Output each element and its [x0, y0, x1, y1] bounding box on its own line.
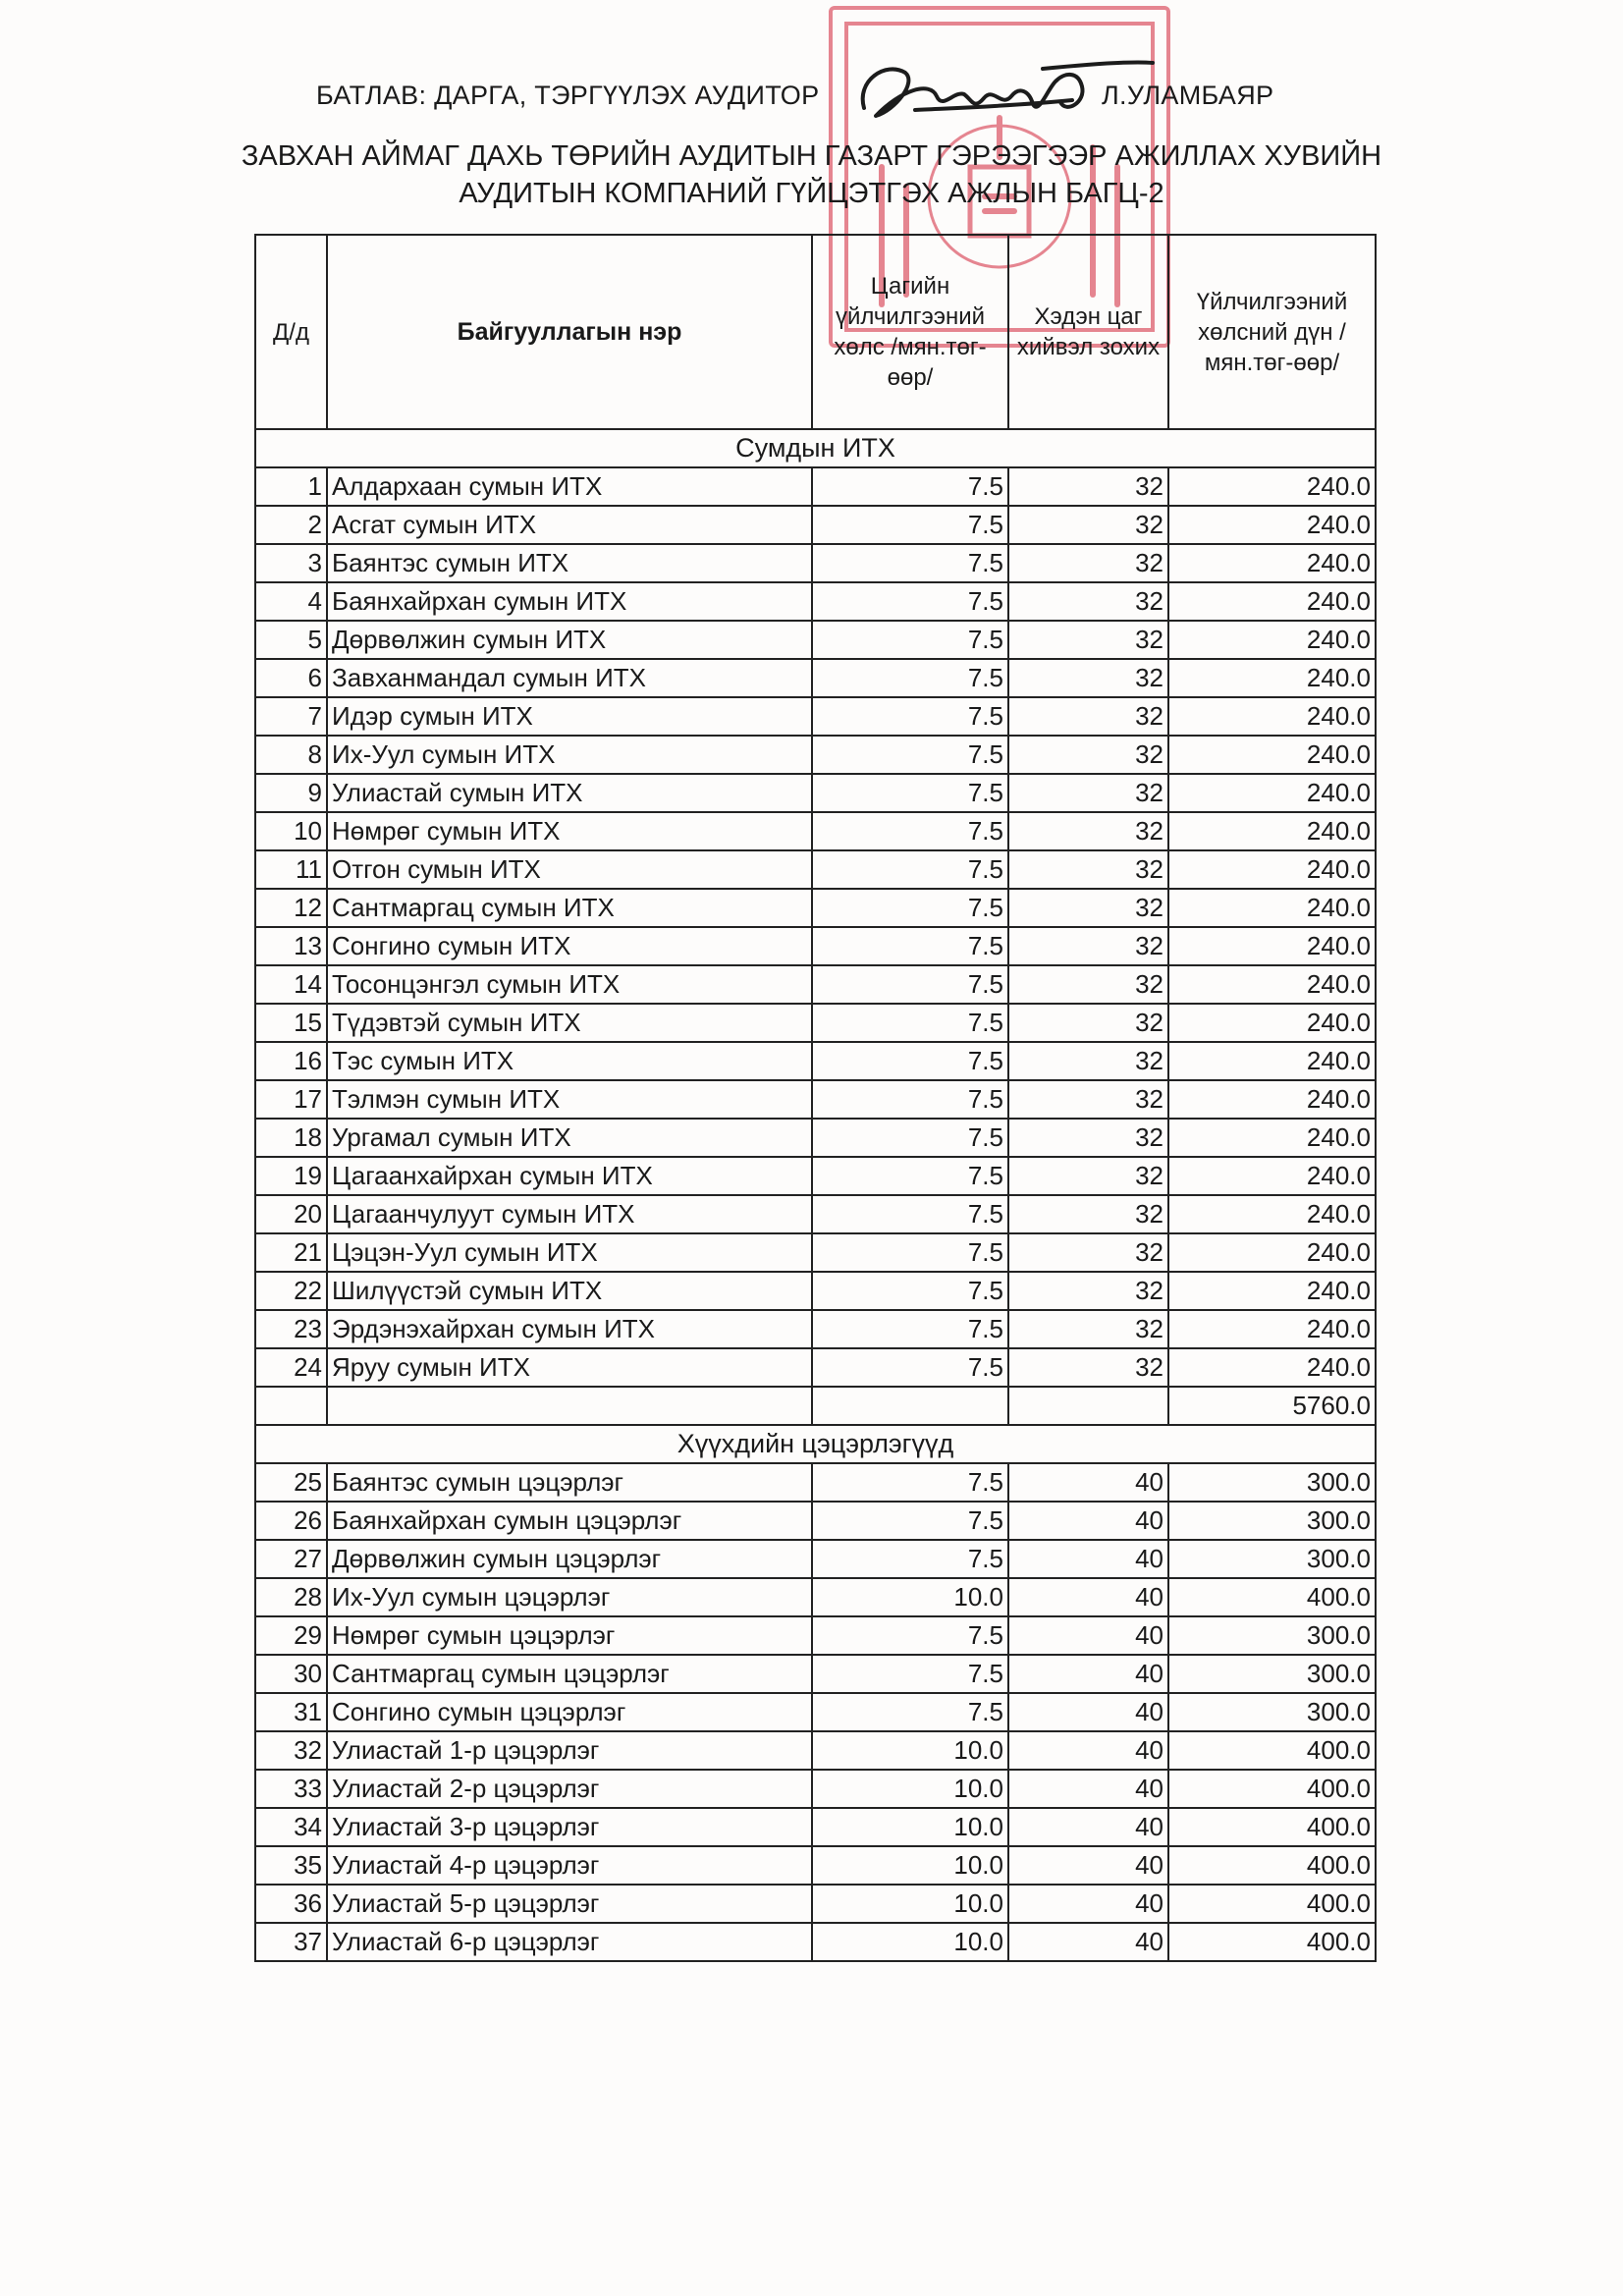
fee-amount: 240.0	[1168, 1080, 1376, 1119]
hours: 32	[1008, 1195, 1168, 1233]
row-number: 25	[255, 1463, 327, 1502]
row-number: 18	[255, 1119, 327, 1157]
row-number: 27	[255, 1540, 327, 1578]
hours: 40	[1008, 1655, 1168, 1693]
fee-amount: 240.0	[1168, 1195, 1376, 1233]
organization-name: Идэр сумын ИТХ	[327, 697, 812, 736]
fee-amount: 240.0	[1168, 697, 1376, 736]
hourly-rate: 7.5	[812, 1348, 1008, 1387]
fee-amount: 240.0	[1168, 544, 1376, 582]
organization-name: Улиастай 5-р цэцэрлэг	[327, 1885, 812, 1923]
hourly-rate: 7.5	[812, 1540, 1008, 1578]
table-row	[255, 697, 1376, 736]
hours: 40	[1008, 1923, 1168, 1961]
hourly-rate: 7.5	[812, 812, 1008, 850]
hourly-rate: 7.5	[812, 774, 1008, 812]
hours: 32	[1008, 850, 1168, 889]
hours: 40	[1008, 1770, 1168, 1808]
row-number: 26	[255, 1502, 327, 1540]
section-total-value: 5760.0	[1168, 1387, 1376, 1425]
table-row	[255, 889, 1376, 927]
table-row	[255, 467, 1376, 506]
fee-amount: 240.0	[1168, 1042, 1376, 1080]
hours: 32	[1008, 1272, 1168, 1310]
organization-name: Дөрвөлжин сумын цэцэрлэг	[327, 1540, 812, 1578]
table-row	[255, 736, 1376, 774]
row-number: 12	[255, 889, 327, 927]
hours: 32	[1008, 582, 1168, 621]
row-number: 22	[255, 1272, 327, 1310]
hourly-rate: 7.5	[812, 1233, 1008, 1272]
hourly-rate: 7.5	[812, 659, 1008, 697]
audit-package-table	[254, 234, 1377, 1962]
table-row	[255, 1080, 1376, 1119]
hourly-rate: 10.0	[812, 1846, 1008, 1885]
row-number: 35	[255, 1846, 327, 1885]
table-row	[255, 1119, 1376, 1157]
fee-amount: 240.0	[1168, 467, 1376, 506]
fee-amount: 240.0	[1168, 736, 1376, 774]
organization-name: Тэлмэн сумын ИТХ	[327, 1080, 812, 1119]
hours: 40	[1008, 1808, 1168, 1846]
hours: 32	[1008, 659, 1168, 697]
row-number: 31	[255, 1693, 327, 1731]
row-number: 15	[255, 1004, 327, 1042]
fee-amount: 400.0	[1168, 1885, 1376, 1923]
title-line-1: ЗАВХАН АЙМАГ ДАХЬ ТӨРИЙН АУДИТЫН ГАЗАРТ ГЭРЭЭГЭЭР АЖИЛЛАХ ХУВИЙН	[241, 140, 1382, 172]
hourly-rate: 10.0	[812, 1770, 1008, 1808]
hours: 32	[1008, 889, 1168, 927]
table-row	[255, 1808, 1376, 1846]
hourly-rate: 7.5	[812, 1080, 1008, 1119]
fee-amount: 300.0	[1168, 1540, 1376, 1578]
section-header-kindergartens	[255, 1425, 1376, 1463]
hourly-rate: 7.5	[812, 1463, 1008, 1502]
hourly-rate: 7.5	[812, 1655, 1008, 1693]
organization-name: Улиастай 4-р цэцэрлэг	[327, 1846, 812, 1885]
hourly-rate: 7.5	[812, 506, 1008, 544]
organization-name: Завханмандал сумын ИТХ	[327, 659, 812, 697]
hours: 32	[1008, 1080, 1168, 1119]
hours: 32	[1008, 467, 1168, 506]
fee-amount: 240.0	[1168, 659, 1376, 697]
approval-line	[316, 77, 1337, 116]
hourly-rate: 7.5	[812, 927, 1008, 965]
section-total-row	[255, 1387, 1376, 1425]
hours: 32	[1008, 736, 1168, 774]
hourly-rate: 7.5	[812, 621, 1008, 659]
row-number: 16	[255, 1042, 327, 1080]
fee-amount: 400.0	[1168, 1578, 1376, 1616]
organization-name: Алдархаан сумын ИТХ	[327, 467, 812, 506]
fee-amount: 240.0	[1168, 927, 1376, 965]
fee-amount: 240.0	[1168, 774, 1376, 812]
hours: 40	[1008, 1578, 1168, 1616]
row-number: 20	[255, 1195, 327, 1233]
row-number: 23	[255, 1310, 327, 1348]
hours: 40	[1008, 1846, 1168, 1885]
hours: 40	[1008, 1463, 1168, 1502]
table-row	[255, 621, 1376, 659]
handwritten-signature	[846, 51, 1161, 139]
organization-name: Сантмаргац сумын цэцэрлэг	[327, 1655, 812, 1693]
table-row	[255, 1233, 1376, 1272]
table-row	[255, 927, 1376, 965]
hours: 40	[1008, 1885, 1168, 1923]
hourly-rate: 10.0	[812, 1885, 1008, 1923]
row-number: 37	[255, 1923, 327, 1961]
header-organization-name: Байгууллагын нэр	[327, 235, 812, 429]
hourly-rate: 7.5	[812, 467, 1008, 506]
organization-name: Шилүүстэй сумын ИТХ	[327, 1272, 812, 1310]
hours: 32	[1008, 1310, 1168, 1348]
organization-name: Тэс сумын ИТХ	[327, 1042, 812, 1080]
table-row	[255, 1310, 1376, 1348]
table-row	[255, 1042, 1376, 1080]
hours: 32	[1008, 1119, 1168, 1157]
organization-name: Их-Уул сумын ИТХ	[327, 736, 812, 774]
hourly-rate: 10.0	[812, 1731, 1008, 1770]
hours: 32	[1008, 697, 1168, 736]
fee-amount: 240.0	[1168, 850, 1376, 889]
hours: 32	[1008, 812, 1168, 850]
hours: 32	[1008, 774, 1168, 812]
hourly-rate: 7.5	[812, 1042, 1008, 1080]
hourly-rate: 7.5	[812, 736, 1008, 774]
row-number: 30	[255, 1655, 327, 1693]
fee-amount: 400.0	[1168, 1923, 1376, 1961]
hourly-rate: 7.5	[812, 1195, 1008, 1233]
table-row	[255, 659, 1376, 697]
organization-name: Яруу сумын ИТХ	[327, 1348, 812, 1387]
table-row	[255, 1195, 1376, 1233]
row-number: 6	[255, 659, 327, 697]
fee-amount: 300.0	[1168, 1463, 1376, 1502]
row-number: 7	[255, 697, 327, 736]
table-row	[255, 965, 1376, 1004]
organization-name: Их-Уул сумын цэцэрлэг	[327, 1578, 812, 1616]
fee-amount: 400.0	[1168, 1808, 1376, 1846]
organization-name: Тосонцэнгэл сумын ИТХ	[327, 965, 812, 1004]
table-row	[255, 506, 1376, 544]
hours: 32	[1008, 1157, 1168, 1195]
fee-amount: 300.0	[1168, 1502, 1376, 1540]
row-number: 36	[255, 1885, 327, 1923]
document-title	[147, 137, 1476, 212]
organization-name: Цэцэн-Уул сумын ИТХ	[327, 1233, 812, 1272]
hourly-rate: 10.0	[812, 1578, 1008, 1616]
fee-amount: 240.0	[1168, 621, 1376, 659]
row-number: 8	[255, 736, 327, 774]
fee-amount: 240.0	[1168, 1004, 1376, 1042]
hourly-rate: 7.5	[812, 965, 1008, 1004]
hours: 40	[1008, 1616, 1168, 1655]
row-number: 21	[255, 1233, 327, 1272]
hourly-rate: 7.5	[812, 1004, 1008, 1042]
fee-amount: 300.0	[1168, 1655, 1376, 1693]
fee-amount: 240.0	[1168, 1310, 1376, 1348]
fee-amount: 240.0	[1168, 1348, 1376, 1387]
table-row	[255, 1846, 1376, 1885]
table-row	[255, 544, 1376, 582]
hours: 32	[1008, 1004, 1168, 1042]
section-header-itx	[255, 429, 1376, 467]
table-header-row	[255, 235, 1376, 429]
table-row	[255, 1616, 1376, 1655]
row-number: 3	[255, 544, 327, 582]
organization-name: Ургамал сумын ИТХ	[327, 1119, 812, 1157]
fee-amount: 240.0	[1168, 1157, 1376, 1195]
table-row	[255, 1348, 1376, 1387]
fee-amount: 240.0	[1168, 1119, 1376, 1157]
fee-amount: 400.0	[1168, 1770, 1376, 1808]
table-row	[255, 1578, 1376, 1616]
section-title: Хүүхдийн цэцэрлэгүүд	[255, 1425, 1376, 1463]
approval-title: БАТЛАВ: ДАРГА, ТЭРГҮҮЛЭХ АУДИТОР	[316, 81, 820, 110]
hourly-rate: 7.5	[812, 1502, 1008, 1540]
empty-cell	[812, 1387, 1008, 1425]
hours: 40	[1008, 1502, 1168, 1540]
hours: 40	[1008, 1540, 1168, 1578]
fee-amount: 400.0	[1168, 1846, 1376, 1885]
hours: 32	[1008, 506, 1168, 544]
header-fee-amount: Үйлчилгээний хөлсний дүн /мян.төг-өөр/	[1168, 235, 1376, 429]
header-hours: Хэдэн цаг хийвэл зохих	[1008, 235, 1168, 429]
organization-name: Улиастай 3-р цэцэрлэг	[327, 1808, 812, 1846]
hourly-rate: 7.5	[812, 850, 1008, 889]
row-number: 17	[255, 1080, 327, 1119]
fee-amount: 300.0	[1168, 1616, 1376, 1655]
row-number: 34	[255, 1808, 327, 1846]
organization-name: Улиастай 6-р цэцэрлэг	[327, 1923, 812, 1961]
fee-amount: 400.0	[1168, 1731, 1376, 1770]
hours: 32	[1008, 1233, 1168, 1272]
row-number: 28	[255, 1578, 327, 1616]
hourly-rate: 7.5	[812, 582, 1008, 621]
organization-name: Дөрвөлжин сумын ИТХ	[327, 621, 812, 659]
table-row	[255, 1731, 1376, 1770]
organization-name: Баянтэс сумын ИТХ	[327, 544, 812, 582]
organization-name: Отгон сумын ИТХ	[327, 850, 812, 889]
table-row	[255, 1004, 1376, 1042]
row-number: 9	[255, 774, 327, 812]
hourly-rate: 7.5	[812, 1157, 1008, 1195]
empty-cell	[255, 1387, 327, 1425]
fee-amount: 240.0	[1168, 1233, 1376, 1272]
table-row	[255, 1502, 1376, 1540]
row-number: 14	[255, 965, 327, 1004]
organization-name: Нөмрөг сумын цэцэрлэг	[327, 1616, 812, 1655]
organization-name: Улиастай сумын ИТХ	[327, 774, 812, 812]
organization-name: Сантмаргац сумын ИТХ	[327, 889, 812, 927]
row-number: 4	[255, 582, 327, 621]
fee-amount: 240.0	[1168, 965, 1376, 1004]
row-number: 32	[255, 1731, 327, 1770]
table-row	[255, 1540, 1376, 1578]
header-hourly-rate: Цагийн үйлчилгээний хөлс /мян.төг-өөр/	[812, 235, 1008, 429]
section-title: Сумдын ИТХ	[255, 429, 1376, 467]
organization-name: Улиастай 2-р цэцэрлэг	[327, 1770, 812, 1808]
row-number: 2	[255, 506, 327, 544]
row-number: 24	[255, 1348, 327, 1387]
fee-amount: 300.0	[1168, 1693, 1376, 1731]
empty-cell	[1008, 1387, 1168, 1425]
hourly-rate: 7.5	[812, 1272, 1008, 1310]
organization-name: Цагаанчулуут сумын ИТХ	[327, 1195, 812, 1233]
table-row	[255, 1655, 1376, 1693]
organization-name: Эрдэнэхайрхан сумын ИТХ	[327, 1310, 812, 1348]
fee-amount: 240.0	[1168, 812, 1376, 850]
table-row	[255, 774, 1376, 812]
organization-name: Сонгино сумын ИТХ	[327, 927, 812, 965]
hourly-rate: 7.5	[812, 1119, 1008, 1157]
organization-name: Түдэвтэй сумын ИТХ	[327, 1004, 812, 1042]
row-number: 29	[255, 1616, 327, 1655]
organization-name: Баянтэс сумын цэцэрлэг	[327, 1463, 812, 1502]
organization-name: Баянхайрхан сумын ИТХ	[327, 582, 812, 621]
organization-name: Нөмрөг сумын ИТХ	[327, 812, 812, 850]
hours: 32	[1008, 965, 1168, 1004]
approver-name: Л.УЛАМБАЯР	[1102, 81, 1274, 110]
fee-amount: 240.0	[1168, 1272, 1376, 1310]
title-line-2: АУДИТЫН КОМПАНИЙ ГҮЙЦЭТГЭХ АЖЛЫН БАГЦ-2	[459, 178, 1164, 209]
hours: 32	[1008, 927, 1168, 965]
hourly-rate: 7.5	[812, 544, 1008, 582]
hours: 40	[1008, 1693, 1168, 1731]
fee-amount: 240.0	[1168, 889, 1376, 927]
table-row	[255, 582, 1376, 621]
table-row	[255, 1463, 1376, 1502]
hours: 32	[1008, 621, 1168, 659]
organization-name: Баянхайрхан сумын цэцэрлэг	[327, 1502, 812, 1540]
hourly-rate: 10.0	[812, 1923, 1008, 1961]
hourly-rate: 7.5	[812, 1616, 1008, 1655]
table-row	[255, 1885, 1376, 1923]
table-row	[255, 1157, 1376, 1195]
hourly-rate: 10.0	[812, 1808, 1008, 1846]
table-row	[255, 1272, 1376, 1310]
table-row	[255, 1770, 1376, 1808]
row-number: 1	[255, 467, 327, 506]
row-number: 10	[255, 812, 327, 850]
row-number: 19	[255, 1157, 327, 1195]
organization-name: Улиастай 1-р цэцэрлэг	[327, 1731, 812, 1770]
hours: 32	[1008, 1042, 1168, 1080]
hourly-rate: 7.5	[812, 697, 1008, 736]
organization-name: Сонгино сумын цэцэрлэг	[327, 1693, 812, 1731]
empty-cell	[327, 1387, 812, 1425]
hours: 32	[1008, 1348, 1168, 1387]
row-number: 13	[255, 927, 327, 965]
organization-name: Асгат сумын ИТХ	[327, 506, 812, 544]
row-number: 11	[255, 850, 327, 889]
row-number: 5	[255, 621, 327, 659]
table-row	[255, 812, 1376, 850]
fee-amount: 240.0	[1168, 506, 1376, 544]
hourly-rate: 7.5	[812, 1693, 1008, 1731]
hourly-rate: 7.5	[812, 1310, 1008, 1348]
table-row	[255, 1923, 1376, 1961]
row-number: 33	[255, 1770, 327, 1808]
organization-name: Цагаанхайрхан сумын ИТХ	[327, 1157, 812, 1195]
hours: 32	[1008, 544, 1168, 582]
hours: 40	[1008, 1731, 1168, 1770]
fee-amount: 240.0	[1168, 582, 1376, 621]
table-row	[255, 1693, 1376, 1731]
table-row	[255, 850, 1376, 889]
hourly-rate: 7.5	[812, 889, 1008, 927]
header-no: Д/д	[255, 235, 327, 429]
